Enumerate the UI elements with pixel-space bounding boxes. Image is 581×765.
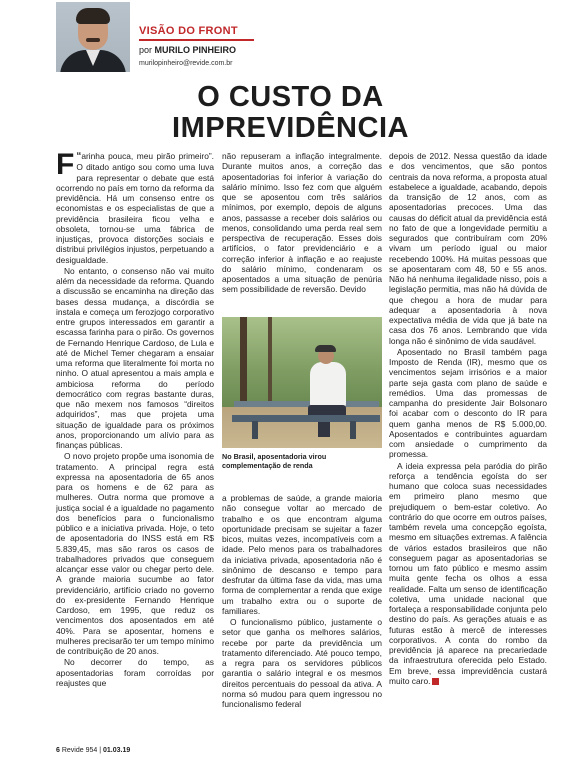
article-paragraph: a problemas de saúde, a grande maioria não consegue voltar ao mercado de trabalho e os que encontram alguma oportunidade precisam se sujeitar a fazer bicos, muitas vezes, incompatíveis com a idade. Pelo menos para os trabalhadores da iniciativa privada, aposentadoria não é sinônimo de descanso e tempo para desfrutar da última fase da vida, mas uma forma de complementar a renda que exige um trabalho extra ou o suporte de familiares. bbox=[222, 493, 382, 616]
article-paragraph bbox=[389, 461, 547, 687]
article-photo-elderly-man-on-bench bbox=[222, 317, 382, 448]
section-accent-rule bbox=[139, 39, 254, 41]
article-column-2-continued bbox=[222, 493, 382, 737]
author-email: murilopinheiro@revide.com.br bbox=[139, 60, 233, 67]
footer-separator: | bbox=[99, 747, 102, 754]
drop-cap: F bbox=[56, 151, 75, 181]
article-paragraph bbox=[56, 151, 214, 265]
author-photo bbox=[56, 2, 130, 72]
article-column-1 bbox=[56, 151, 214, 736]
page-footer bbox=[56, 747, 130, 754]
byline bbox=[139, 45, 236, 55]
article-paragraph: No decorrer do tempo, as aposentadorias foram corroídas por reajustes que bbox=[56, 657, 214, 688]
author-photo-mustache bbox=[86, 38, 100, 42]
article-paragraph: Aposentado no Brasil também paga Imposto de Renda (IR), mesmo que os vencimentos sejam irrisórios e a maior parte seja gasta com plano de saúde e remédios. Uma das promessas de campanha do presidente Jair Bolsonaro foi acabar com o desconto do IR para quem ganha menos de R$ 5.000,00. Aposentados e contribuintes aguardam com ansiedade o cumprimento da promessa. bbox=[389, 346, 547, 460]
paragraph-text: arinha pouca, meu pirão primeiro”. O ditado antigo sou como uma luva para representar o debate que está ocorrendo no país em torno da reforma da previdência. Há um consenso entre os economistas e os especialistas de que a previdência brasileira ficou velha e obsoleta, tornou-se uma fábrica de injustiças, provoca distorções sociais e distribui privilégios injustos, perpetuando a desigualdade. bbox=[56, 151, 214, 265]
author-name: MURILO PINHEIRO bbox=[154, 45, 237, 55]
headline-line-1: O CUSTO DA bbox=[197, 81, 384, 113]
photo-caption: No Brasil, aposentadoria virou complementação de renda bbox=[222, 452, 327, 470]
author-photo-hair bbox=[76, 8, 110, 24]
photo-bench-leg bbox=[350, 421, 356, 439]
photo-tree-trunk bbox=[268, 317, 272, 409]
page-number: 6 bbox=[56, 747, 60, 754]
photo-man-cap bbox=[315, 345, 336, 352]
paragraph-text: A ideia expressa pela paródia do pirão reforça a tendência egoísta do ser humano que coloca suas necessidades em primeiro plano mesmo que prejudiquem o bem-estar coletivo. Ao contrário do que ocorre em outros países, também revela uma concepção egoísta, mesmo em situações extremas. A falência de vários estados brasileiros que não conseguem pagar as aposentadorias se tornou um fato público e mesmo assim muita gente fecha os olhos a essa realidade. Falta um senso de identificação coletiva, uma unidade nacional que fortaleça a responsabilidade conjunta pelo destino do país. As gerações atuais e as futuras estão à mercê de interesses corporativos. A conta do rombo da previdência já aparece na precariedade da infraestrutura oferecida pelo Estado. Em breve, essa imprevidência custará muito caro. bbox=[389, 460, 547, 686]
article-paragraph: O funcionalismo público, justamente o setor que ganha os melhores salários, recebe por parte da previdência um tratamento diferenciado. Até pouco tempo, a regra para os servidores públicos garantia o salário integral e os mesmos direitos percentuais do pessoal da ativa. A norma só mudou para quem ingressou no funcionalismo federal bbox=[222, 617, 382, 709]
article-paragraph: depois de 2012. Nessa questão da idade e dos vencimentos, que são pontos centrais da nova reforma, a proposta atual estabelece a igualdade, acabando, depois da transição de 12 anos, com as aposentadorias precoces. Uma das causas do déficit atual da previdência está no fato de que a longevidade permitiu a segurados que contribuíram com 20% vivam um período igual ou maior recebendo 100%. Há muitas pessoas que se aposentaram com 48, 50 e 55 anos. Não há nenhuma ilegalidade nisso, pois a legislação permitia, mas não há dúvida de que chegou a hora de mudar para adequar a aposentadoria à nova expectativa média de vida que já bate na casa dos 76 anos. Lembrando que vida longa não é sinônimo de vida saudável. bbox=[389, 151, 547, 346]
headline-line-2: IMPREVIDÊNCIA bbox=[172, 112, 409, 144]
end-of-article-icon bbox=[432, 678, 439, 685]
photo-bench-leg bbox=[252, 421, 258, 439]
byline-prefix: por bbox=[139, 45, 153, 55]
article-column-2 bbox=[222, 151, 382, 316]
article-paragraph: não repuseram a inflação integralmente. Durante muitos anos, a correção das aposentadorias foi inferior à variação do salário mínimo. Isso fez com que alguém que se aposentou com três salários mínimos, por exemplo, depois de alguns anos, passasse a receber dois salários ou menos, consolidando uma perda real sem perspectiva de recuperação. Esses dois artifícios, o fator previdenciário e a correção inferior à inflação e ao reajuste do salário mínimo, condenaram os aposentados a uma situação de penúria sem possibilidade de reversão. Devido bbox=[222, 151, 382, 295]
article-paragraph: No entanto, o consenso não vai muito além da necessidade da reforma. Quando a discussão se encaminha na direção das bases dessa mudança, a discórdia se instala e começa um ferozjogo corporativo entre grupos interessados em garantir a escassa farinha para o pirão. Os governos de Fernando Henrique Cardoso, de Lula e até de Michel Temer chegaram a ensaiar uma reforma que literalmente foi morta no ninho. O atual apresentou a mais ampla e ambiciosa reforma do período democrático com regras bastante duras, que não mexem nos famosos “direitos adquiridos”, mas que projeta uma situação de igualdade para os próximos anos, proporcionando um alívio para as finanças públicas. bbox=[56, 265, 214, 450]
open-quote: “ bbox=[76, 151, 82, 162]
issue-date: 01.03.19 bbox=[103, 747, 131, 754]
article-column-3 bbox=[389, 151, 547, 736]
photo-ground bbox=[222, 407, 382, 448]
section-label: VISÃO DO FRONT bbox=[139, 25, 238, 37]
photo-bench-back bbox=[234, 401, 379, 407]
article-paragraph: O novo projeto propõe uma isonomia de tratamento. A principal regra está expressa na aposentadoria de 65 anos para os homens e de 62 para as mulheres. Outra norma que promove a justiça social é a igualdade no pagamento dos benefícios para o funcionalismo público e a iniciativa privada. Hoje, o teto de aposentadoria do INSS está em R$ 5.839,45, mas são raros os casos de trabalhadores privados que conseguem alcançar esse valor ou chegar perto dele. A grande maioria sucumbe ao fator previdenciário, artifício criado no governo do ex-presidente Fernando Henrique Cardoso, em 1995, que reduz os vencimentos dos aposentados em até 40%. Para se aposentar, homens e mulheres precisarão ter um tempo mínimo de contribuição de 20 anos. bbox=[56, 451, 214, 656]
magazine-issue: Revide 954 bbox=[61, 747, 98, 754]
photo-man-shirt bbox=[310, 362, 346, 408]
